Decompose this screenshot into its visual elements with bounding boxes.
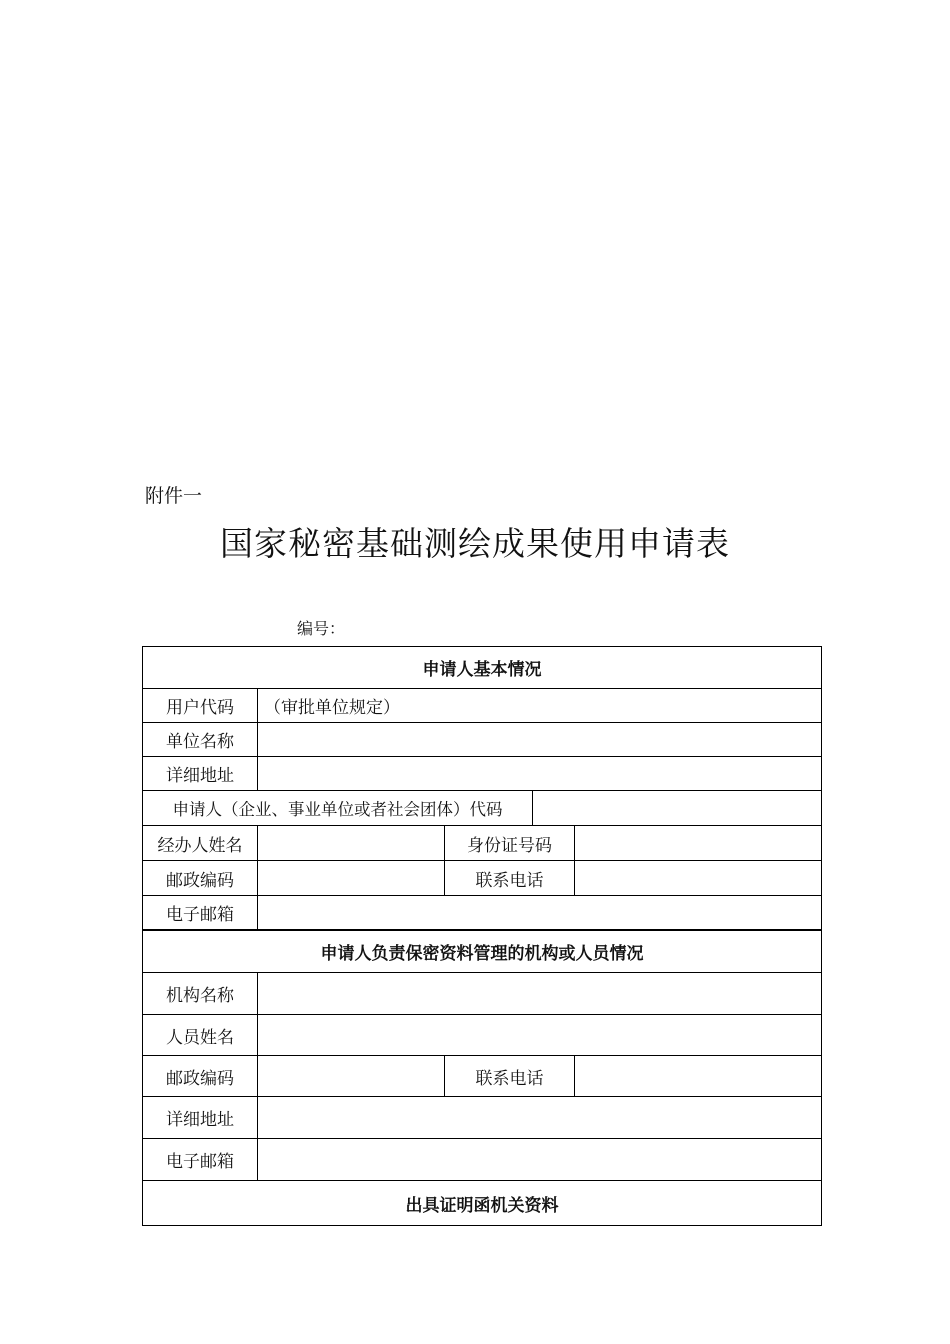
org-name-label: 机构名称 xyxy=(143,973,258,1014)
table-row xyxy=(143,1139,821,1181)
phone-field-2[interactable] xyxy=(575,1056,821,1096)
phone-label-2: 联系电话 xyxy=(445,1056,575,1096)
table-row xyxy=(143,861,821,896)
table-row xyxy=(143,973,821,1015)
table-row xyxy=(143,723,821,757)
table-row xyxy=(143,757,821,791)
id-number-field[interactable] xyxy=(575,826,821,860)
postcode-field-2[interactable] xyxy=(258,1056,445,1096)
postcode-field[interactable] xyxy=(258,861,445,895)
page-title: 国家秘密基础测绘成果使用申请表 xyxy=(220,524,730,563)
org-code-field[interactable] xyxy=(533,791,821,825)
email-label-2: 电子邮箱 xyxy=(143,1139,258,1180)
table-row xyxy=(143,791,821,826)
email-field-2[interactable] xyxy=(258,1139,821,1180)
section-header-row xyxy=(143,647,821,689)
address-field[interactable] xyxy=(258,757,821,790)
phone-label: 联系电话 xyxy=(445,861,575,895)
table-row xyxy=(143,1056,821,1097)
table-row xyxy=(143,896,821,931)
section-title-confidential-management: 申请人负责保密资料管理的机构或人员情况 xyxy=(320,944,644,964)
table-row xyxy=(143,826,821,861)
table-row xyxy=(143,1015,821,1056)
handler-name-field[interactable] xyxy=(258,826,445,860)
person-name-label: 人员姓名 xyxy=(143,1015,258,1055)
address-label-2: 详细地址 xyxy=(143,1097,258,1138)
postcode-label-2: 邮政编码 xyxy=(143,1056,258,1096)
address-label: 详细地址 xyxy=(143,757,258,790)
table-row xyxy=(143,1097,821,1139)
user-code-field[interactable]: （审批单位规定） xyxy=(264,698,400,718)
handler-name-label: 经办人姓名 xyxy=(143,826,258,860)
unit-name-field[interactable] xyxy=(258,723,821,756)
section-title-certifying-authority: 出具证明函机关资料 xyxy=(405,1195,559,1216)
section-header-row xyxy=(143,1181,821,1225)
section-header-row xyxy=(143,931,821,973)
attachment-label: 附件一 xyxy=(145,485,203,507)
unit-name-label: 单位名称 xyxy=(143,723,258,756)
application-form-table xyxy=(142,646,822,1226)
email-label: 电子邮箱 xyxy=(143,896,258,929)
phone-field[interactable] xyxy=(575,861,821,895)
table-row xyxy=(143,689,821,723)
user-code-label: 用户代码 xyxy=(143,689,258,722)
email-field[interactable] xyxy=(258,896,821,929)
org-code-label: 申请人（企业、事业单位或者社会团体）代码 xyxy=(143,791,533,825)
section-title-applicant-info: 申请人基本情况 xyxy=(422,660,542,680)
serial-number-label: 编号： xyxy=(297,619,346,638)
id-number-label: 身份证号码 xyxy=(445,826,575,860)
person-name-field[interactable] xyxy=(258,1015,821,1055)
postcode-label: 邮政编码 xyxy=(143,861,258,895)
org-name-field[interactable] xyxy=(258,973,821,1014)
address-field-2[interactable] xyxy=(258,1097,821,1138)
